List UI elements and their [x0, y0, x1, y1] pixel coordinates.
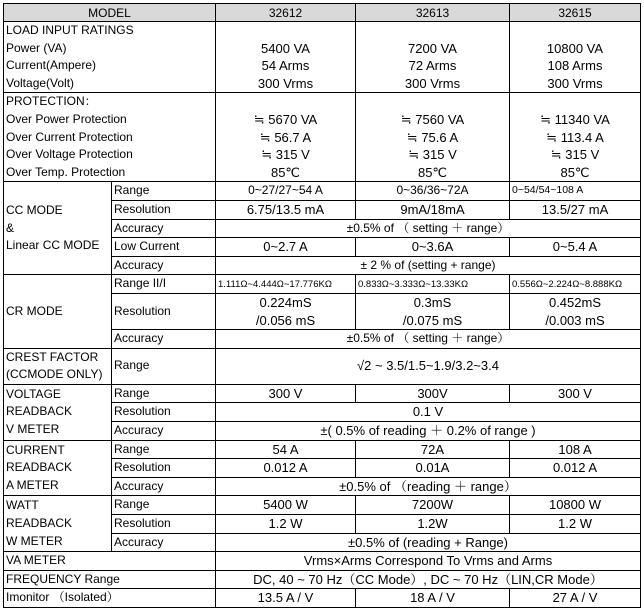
crest-factor-label: [4, 348, 112, 384]
cc-accuracy-value: ±0.5% of （ setting ＋ range）: [216, 219, 641, 238]
protection-section: [4, 93, 641, 182]
protection-m1-voltage: ≒ 315 V: [261, 147, 310, 163]
watt-meter-label: [4, 496, 112, 552]
load-input-section: [4, 22, 641, 93]
cc-low-current-m2: 0~3.6A: [356, 238, 510, 257]
va-meter-label: VA METER: [4, 552, 216, 571]
header-model-3: 32615: [510, 4, 641, 22]
cr-resolution-m1-a: 0.224mS: [259, 294, 312, 310]
imonitor-m2: 18 A / V: [356, 589, 510, 608]
cc-low-current-label: Low Current: [112, 238, 216, 257]
cc-resolution-m3: 13.5/27 mA: [510, 200, 641, 219]
load-input-m3-current: 108 Arms: [547, 58, 603, 74]
voltage-resolution-value: 0.1 V: [216, 403, 641, 422]
voltage-range-m2: 300V: [356, 384, 510, 403]
protection-m2-current: ≒ 75.6 A: [406, 129, 459, 145]
load-input-m1: [216, 22, 356, 93]
protection-m2-blank: [356, 93, 509, 111]
cc-mode-ampersand: &: [6, 220, 15, 235]
v-meter: V METER: [6, 422, 60, 437]
protection-m3-temp: 85℃: [560, 164, 590, 180]
protection-m3-power: ≒ 11340 VA: [540, 111, 610, 127]
cc-accuracy-label: Accuracy: [112, 219, 216, 238]
current-resolution-m2: 0.01A: [356, 459, 510, 478]
current-accuracy-label: Accuracy: [112, 477, 216, 496]
cc-mode-title: CC MODE: [6, 202, 63, 217]
protection-m1-temp: 85℃: [270, 164, 301, 180]
cc-range-m3: 0~54/54~108 A: [510, 182, 641, 201]
protection-m2: [356, 93, 510, 182]
protection-labels: [4, 93, 216, 182]
load-input-m2-current: 72 Arms: [408, 58, 457, 74]
voltage-title: VOLTAGE: [6, 386, 61, 401]
load-input-labels: [4, 22, 216, 93]
voltage-range-m1: 300 V: [216, 384, 356, 403]
watt-accuracy-label: Accuracy: [112, 533, 216, 552]
over-voltage-label: Over Voltage Protection: [6, 147, 133, 162]
linear-cc-mode-title: Linear CC MODE: [6, 238, 100, 253]
current-range-m1: 54 A: [216, 440, 356, 459]
current-range-m3: 108 A: [510, 440, 641, 459]
watt-accuracy-value: ±0.5% of (reading + Range): [216, 533, 641, 552]
over-current-label: Over Current Protection: [6, 129, 133, 144]
cr-mode-label: CR MODE: [4, 275, 112, 348]
cc-accuracy2-value: ± 2 % of (setting + range): [216, 256, 641, 275]
watt-range-m3: 10800 W: [510, 496, 641, 515]
imonitor-m1: 13.5 A / V: [216, 589, 356, 608]
cr-resolution-m2-b: /0.075 mS: [402, 312, 463, 328]
cr-resolution-label: Resolution: [112, 293, 216, 329]
cr-accuracy-label: Accuracy: [112, 330, 216, 349]
cc-range-label: Range: [112, 182, 216, 201]
va-meter-row: [4, 552, 641, 571]
watt-resolution-label: Resolution: [112, 515, 216, 534]
cr-range-m2: 0.833Ω~3.333Ω~13.33KΩ: [356, 275, 510, 294]
protection-m2-voltage: ≒ 315 V: [408, 147, 457, 163]
current-label: Current(Ampere): [6, 58, 97, 73]
cr-resolution-m2: [356, 293, 510, 329]
a-meter: A METER: [6, 477, 59, 492]
frequency-row: [4, 570, 641, 589]
current-range-row: [4, 440, 641, 459]
current-meter-label: [4, 440, 112, 496]
cc-range-m2: 0~36/36~72A: [356, 182, 510, 201]
load-input-m2-blank: [356, 22, 509, 40]
crest-factor-row: [4, 348, 641, 384]
cc-resolution-label: Resolution: [112, 200, 216, 219]
protection-m2-power: ≒ 7560 VA: [400, 111, 465, 127]
crest-factor-value: √2 ~ 3.5/1.5~1.9/3.2~3.4: [216, 348, 641, 384]
current-resolution-m1: 0.012 A: [216, 459, 356, 478]
cr-accuracy-value: ±0.5% of （ setting ＋ range）: [216, 330, 641, 349]
load-input-m2-power: 7200 VA: [408, 40, 457, 56]
watt-range-label: Range: [112, 496, 216, 515]
load-input-m1-power: 5400 VA: [261, 40, 310, 56]
voltage-meter-label: [4, 384, 112, 440]
over-temp-label: Over Temp. Protection: [6, 164, 126, 179]
cr-resolution-m3-a: 0.452mS: [548, 294, 602, 310]
current-resolution-label: Resolution: [112, 459, 216, 478]
frequency-value: DC, 40 ~ 70 Hz（CC Mode）, DC ~ 70 Hz（LIN,CR Mode）: [216, 570, 641, 589]
voltage-resolution-label: Resolution: [112, 403, 216, 422]
protection-m1: [216, 93, 356, 182]
cr-range-m1: 1.111Ω~4.444Ω~17.776KΩ: [216, 275, 356, 294]
crest-factor-sub: (CCMODE ONLY): [6, 367, 103, 382]
cc-low-current-m1: 0~2.7 A: [216, 238, 356, 257]
cr-resolution-m3-b: /0.003 mS: [545, 312, 605, 328]
header-model-2: 32613: [356, 4, 510, 22]
watt-range-row: [4, 496, 641, 515]
current-accuracy-value: ±0.5% of （reading ＋ range）: [216, 477, 641, 496]
load-input-m3-voltage: 300 Vrms: [547, 75, 603, 91]
load-input-m3-power: 10800 VA: [546, 40, 604, 56]
voltage-range-m3: 300 V: [510, 384, 641, 403]
protection-m2-temp: 85℃: [417, 164, 448, 180]
load-input-m3-blank: [510, 22, 640, 40]
protection-m1-blank: [216, 93, 355, 111]
cr-resolution-m2-a: 0.3mS: [413, 294, 452, 310]
power-label: Power (VA): [6, 40, 67, 55]
load-input-m3: [510, 22, 641, 93]
protection-m3-voltage: ≒ 315 V: [550, 147, 600, 163]
load-input-m1-current: 54 Arms: [261, 58, 310, 74]
watt-readback: READBACK: [6, 516, 73, 531]
current-readback: READBACK: [6, 460, 73, 475]
watt-resolution-m3: 1.2 W: [510, 515, 641, 534]
spec-table: [3, 3, 641, 608]
cc-low-current-m3: 0~5.4 A: [510, 238, 641, 257]
cr-range-label: Range II/I: [112, 275, 216, 294]
cr-resolution-m1-b: /0.056 mS: [255, 312, 316, 328]
watt-resolution-m2: 1.2W: [356, 515, 510, 534]
imonitor-m3: 27 A / V: [510, 589, 641, 608]
cc-resolution-m2: 9mA/18mA: [356, 200, 510, 219]
watt-resolution-m1: 1.2 W: [216, 515, 356, 534]
voltage-accuracy-label: Accuracy: [112, 422, 216, 441]
w-meter: W METER: [6, 533, 63, 548]
protection-title: PROTECTION：: [6, 94, 97, 109]
watt-range-m1: 5400 W: [216, 496, 356, 515]
current-resolution-m3: 0.012 A: [510, 459, 641, 478]
cc-accuracy2-label: Accuracy: [112, 256, 216, 275]
imonitor-row: [4, 589, 641, 608]
protection-m1-power: ≒ 5670 VA: [253, 111, 318, 127]
protection-m3-blank: [510, 93, 640, 111]
current-range-label: Range: [112, 440, 216, 459]
load-input-m2-voltage: 300 Vrms: [404, 75, 461, 91]
current-title: CURRENT: [6, 442, 65, 457]
frequency-label: FREQUENCY Range: [4, 570, 216, 589]
protection-m3: [510, 93, 641, 182]
cr-resolution-m3: [510, 293, 641, 329]
load-input-title: LOAD INPUT RATINGS: [6, 23, 134, 37]
protection-m1-current: ≒ 56.7 A: [259, 129, 312, 145]
voltage-readback: READBACK: [6, 404, 73, 419]
crest-range-label: Range: [112, 348, 216, 384]
cr-resolution-m1: [216, 293, 356, 329]
cc-range-m1: 0~27/27~54 A: [216, 182, 356, 201]
over-power-label: Over Power Protection: [6, 111, 127, 126]
current-range-m2: 72A: [356, 440, 510, 459]
protection-m3-current: ≒ 113.4 A: [546, 129, 604, 145]
cr-range-row: [4, 275, 641, 294]
voltage-range-row: [4, 384, 641, 403]
voltage-accuracy-value: ±( 0.5% of reading ＋ 0.2% of range ): [216, 422, 641, 441]
va-meter-value: Vrms×Arms Correspond To Vrms and Arms: [216, 552, 641, 571]
watt-title: WATT: [6, 498, 39, 513]
header-model: MODEL: [4, 4, 216, 22]
cr-range-m3: 0.556Ω~2.224Ω~8.888KΩ: [510, 275, 641, 294]
header-model-1: 32612: [216, 4, 356, 22]
load-input-m1-blank: [216, 22, 355, 40]
cc-range-row: [4, 182, 641, 201]
load-input-m2: [356, 22, 510, 93]
watt-range-m2: 7200W: [356, 496, 510, 515]
imonitor-label: Imonitor （Isolated）: [4, 589, 216, 608]
voltage-label: Voltage(Volt): [6, 75, 75, 90]
cc-mode-label: [4, 182, 112, 275]
header-row: [4, 4, 641, 22]
cc-resolution-m1: 6.75/13.5 mA: [216, 200, 356, 219]
load-input-m1-voltage: 300 Vrms: [257, 75, 314, 91]
voltage-range-label: Range: [112, 384, 216, 403]
crest-factor-title: CREST FACTOR: [6, 349, 99, 364]
